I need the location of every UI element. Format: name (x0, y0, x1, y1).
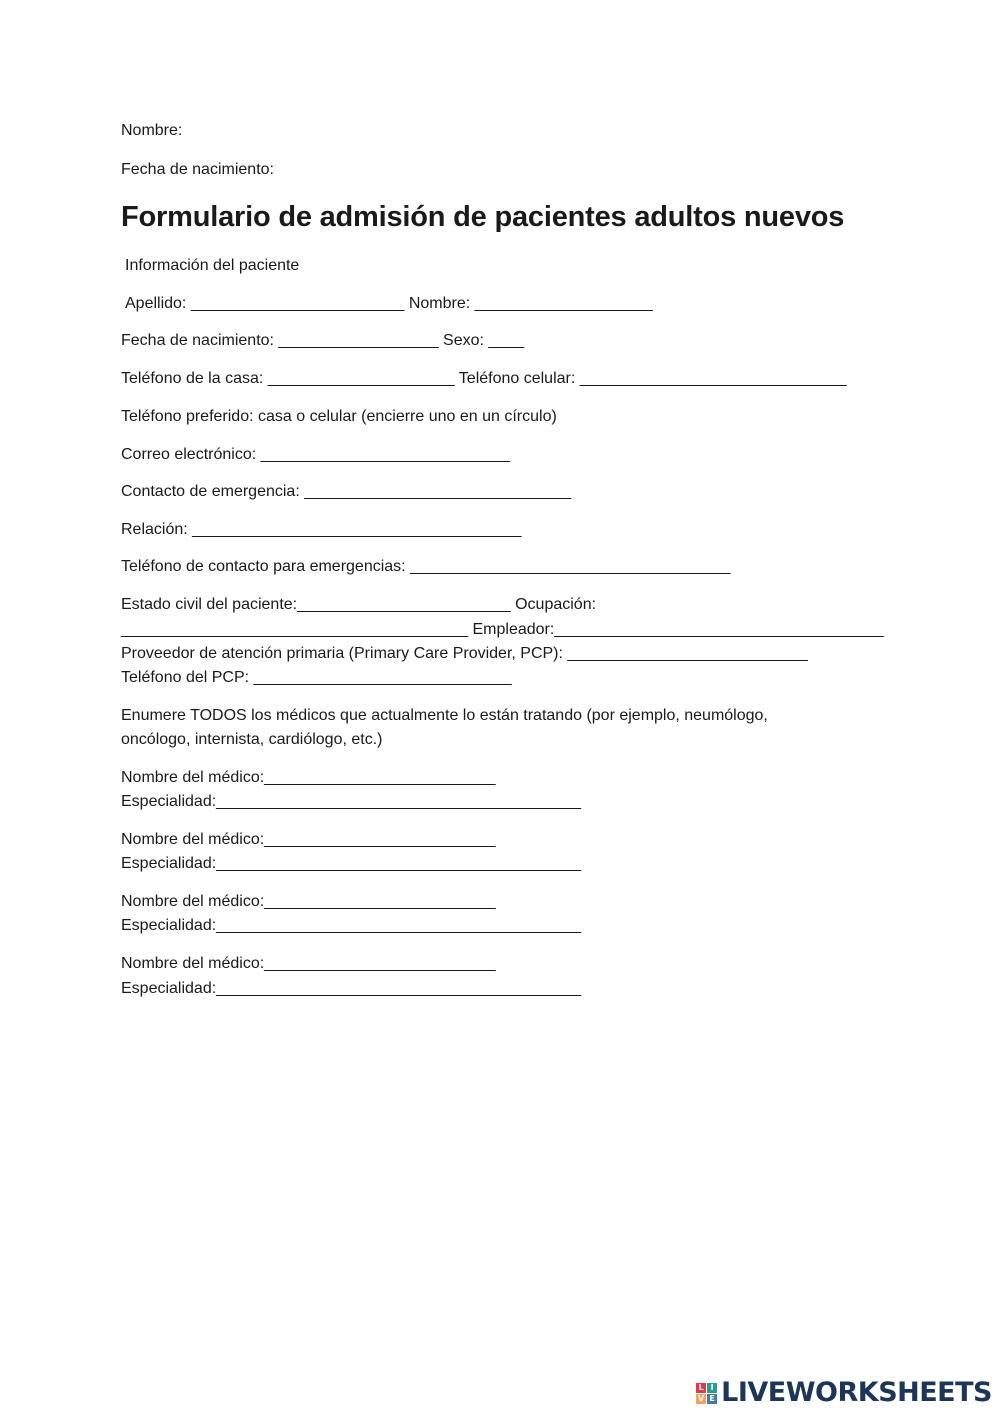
doctor-4-nombre-field: Nombre del médico:__________________________ (121, 955, 496, 972)
estado-civil-field: Estado civil del paciente:________________________ Ocupación: (121, 596, 597, 613)
telefono-pcp-field: Teléfono del PCP: _____________________________ (121, 669, 512, 686)
fecha-sexo-field: Fecha de nacimiento: __________________ Sexo: ____ (121, 332, 524, 349)
mark-letter-l: L (696, 1383, 706, 1393)
contacto-emergencia-field: Contacto de emergencia: ______________________________ (121, 483, 572, 500)
doctor-1-especialidad-field: Especialidad:_________________________________________ (121, 793, 582, 810)
doctor-3-nombre-field: Nombre del médico:__________________________ (121, 893, 496, 910)
header-fecha-nacimiento-label: Fecha de nacimiento: (121, 161, 274, 178)
mark-letter-e: E (707, 1394, 717, 1404)
section-label: Información del paciente (125, 257, 300, 274)
doctors-intro-line-1: Enumere TODOS los médicos que actualmente lo están tratando (por ejemplo, neumólogo, (121, 707, 768, 724)
apellido-nombre-field: Apellido: ________________________ Nombre: ____________________ (125, 295, 653, 312)
correo-field: Correo electrónico: ____________________________ (121, 446, 510, 463)
doctor-1-nombre-field: Nombre del médico:__________________________ (121, 769, 496, 786)
relacion-field: Relación: _____________________________________ (121, 521, 522, 538)
doctor-2-nombre-field: Nombre del médico:__________________________ (121, 831, 496, 848)
doctor-4-especialidad-field: Especialidad:_________________________________________ (121, 980, 582, 997)
doctor-2-especialidad-field: Especialidad:_________________________________________ (121, 855, 582, 872)
mark-letter-v: V (698, 1393, 705, 1403)
header-nombre-label: Nombre: (121, 122, 183, 139)
doctor-3-especialidad-field: Especialidad:_________________________________________ (121, 917, 582, 934)
telefonos-field: Teléfono de la casa: _____________________ Teléfono celular: ______________________________ (121, 370, 847, 387)
telefono-preferido-text: Teléfono preferido: casa o celular (encierre uno en un círculo) (121, 408, 557, 425)
liveworksheets-mark-icon (696, 1383, 717, 1404)
liveworksheets-wordmark: LIVEWORKSHEETS (721, 1377, 992, 1408)
page-title: Formulario de admisión de pacientes adultos nuevos (121, 201, 845, 233)
liveworksheets-logo (696, 1377, 992, 1409)
doctors-intro-line-2: oncólogo, internista, cardiólogo, etc.) (121, 731, 383, 748)
mark-letter-i: I (707, 1383, 717, 1393)
empleador-field: _______________________________________ Empleador:_____________________________________ (121, 621, 884, 638)
telefono-emergencia-field: Teléfono de contacto para emergencias: ____________________________________ (121, 558, 731, 575)
pcp-field: Proveedor de atención primaria (Primary Care Provider, PCP): ___________________________ (121, 645, 808, 662)
